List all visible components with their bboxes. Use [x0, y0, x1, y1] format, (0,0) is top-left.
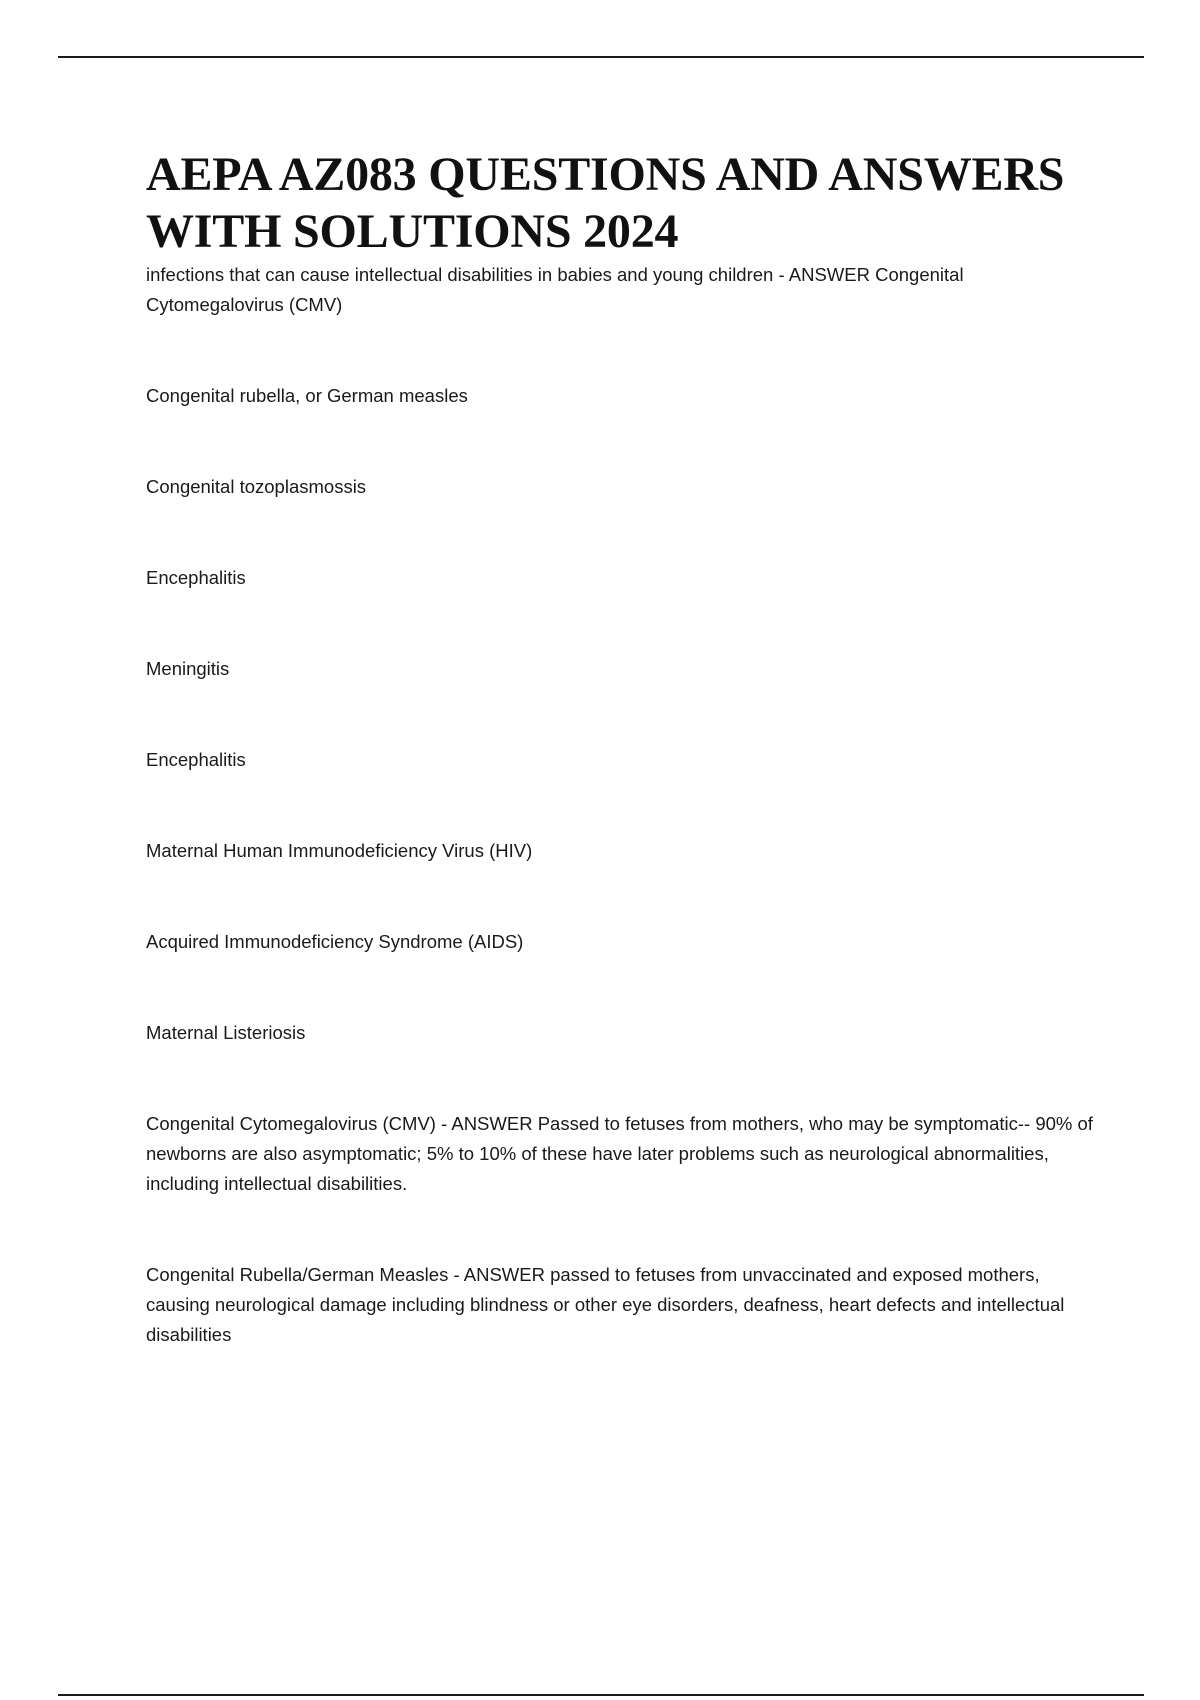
list-item: Congenital rubella, or German measles: [146, 385, 468, 406]
list-item: Encephalitis: [146, 749, 246, 770]
list-item: Meningitis: [146, 658, 230, 679]
list-item: Encephalitis: [146, 567, 246, 588]
bottom-divider: [58, 1694, 1144, 1696]
document-body: [146, 146, 1096, 1350]
list-item: Congenital tozoplasmossis: [146, 476, 367, 497]
top-divider: [58, 56, 1144, 58]
qa-item: Congenital Cytomegalovirus (CMV) - ANSWER Passed to fetuses from mothers, who may be symptomatic-- 90% of newborns are also asymptomatic; 5% to 10% of these have later problems such as neurological abnormalities, including intellectual disabilities.: [146, 1113, 1093, 1194]
list-item: Maternal Listeriosis: [146, 1022, 306, 1043]
qa-item: Congenital Rubella/German Measles - ANSWER passed to fetuses from unvaccinated and exposed mothers, causing neurological damage including blindness or other eye disorders, deafness, heart defects and intellectual disabilities: [146, 1264, 1065, 1345]
intro-question: infections that can cause intellectual disabilities in babies and young children - ANSWER Congenital Cytomegalovirus (CMV): [146, 264, 964, 315]
list-item: Acquired Immunodeficiency Syndrome (AIDS): [146, 931, 524, 952]
document-title: AEPA AZ083 QUESTIONS AND ANSWERS WITH SOLUTIONS 2024: [146, 148, 1065, 258]
list-item: Maternal Human Immunodeficiency Virus (HIV): [146, 840, 533, 861]
